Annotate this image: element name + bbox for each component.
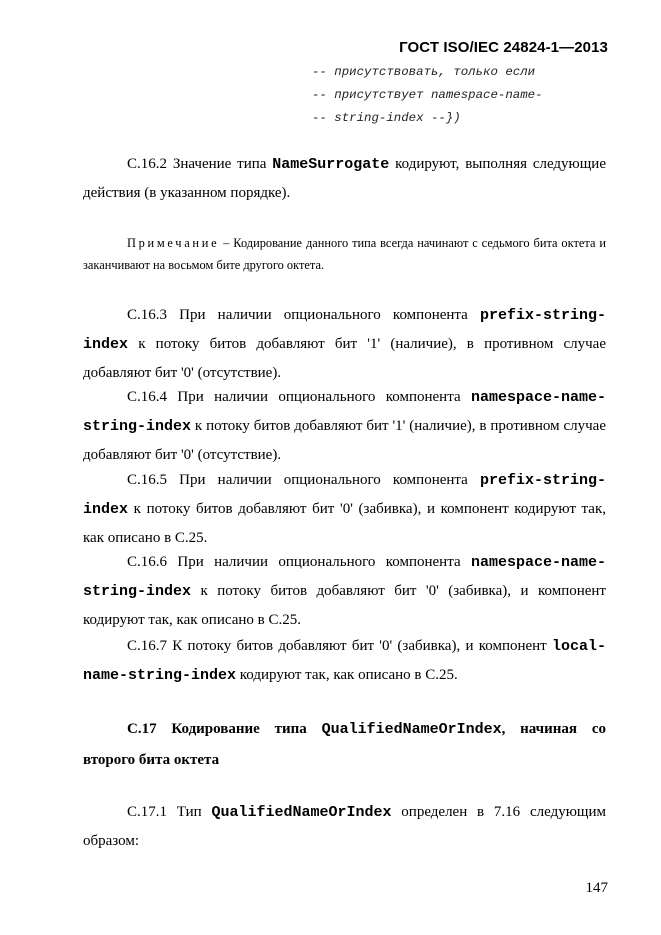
paragraph-rest: к потоку битов добавляют бит '1' (наличие), в противном случае добавляют бит '0' (отсутствие). xyxy=(83,336,606,381)
section-heading-lead: С.17 Кодирование типа xyxy=(127,721,322,737)
paragraph-rest: к потоку битов добавляют бит '0' (забивка), и компонент кодируют так, как описано в С.25. xyxy=(83,583,606,628)
note-text: – Кодирование данного типа всегда начинают с седьмого бита октета и заканчивают на восьмом бите другого октета. xyxy=(83,236,606,272)
section-heading-rest: , начиная со второго бита октета xyxy=(83,721,606,768)
paragraph-rest: кодируют, выполняя следующие действия (в указанном порядке). xyxy=(83,156,606,201)
paragraph-lead: С.17.1 Тип xyxy=(127,804,212,820)
code-comment-line-3: -- string-index --}) xyxy=(312,111,461,125)
paragraph-lead: С.16.5 При наличии опционального компонента xyxy=(127,472,480,488)
paragraph-c16-4 xyxy=(83,383,606,469)
paragraph-rest: определен в 7.16 следующим образом: xyxy=(83,804,606,849)
code-comment-line-2: -- присутствует namespace-name- xyxy=(312,88,543,102)
paragraph-c16-5 xyxy=(83,466,606,552)
paragraph-rest: к потоку битов добавляют бит '0' (забивка), и компонент кодируют так, как описано в С.25. xyxy=(83,501,606,546)
paragraph-c16-7 xyxy=(83,632,606,690)
type-name-code: QualifiedNameOrIndex xyxy=(321,721,502,738)
paragraph-lead: С.16.2 Значение типа xyxy=(127,156,273,172)
paragraph-lead: С.16.6 При наличии опционального компонента xyxy=(127,554,471,570)
code-comment-line-1: -- присутствовать, только если xyxy=(312,65,536,79)
section-heading-c17 xyxy=(83,714,606,775)
page-number: 147 xyxy=(585,880,608,896)
paragraph-lead: С.16.7 К потоку битов добавляют бит '0' (забивка), и компонент xyxy=(127,638,552,654)
component-name-code: namespace-name-string-index xyxy=(83,554,606,600)
standard-header: ГОСТ ISO/IEC 24824-1—2013 xyxy=(399,39,608,56)
component-name-code: local-name-string-index xyxy=(83,638,606,684)
component-name-code: prefix-string-index xyxy=(83,307,606,353)
paragraph-rest: кодируют так, как описано в С.25. xyxy=(236,667,458,683)
paragraph-lead: С.16.3 При наличии опционального компонента xyxy=(127,307,480,323)
paragraph-c17-1 xyxy=(83,798,606,855)
component-name-code: prefix-string-index xyxy=(83,472,606,518)
type-name-code: QualifiedNameOrIndex xyxy=(211,804,392,821)
type-name-code: NameSurrogate xyxy=(272,156,390,173)
paragraph-lead: С.16.4 При наличии опционального компонента xyxy=(127,389,471,405)
note-paragraph xyxy=(83,232,606,276)
component-name-code: namespace-name-string-index xyxy=(83,389,606,435)
paragraph-c16-6 xyxy=(83,548,606,634)
paragraph-c16-3 xyxy=(83,301,606,387)
paragraph-rest: к потоку битов добавляют бит '1' (наличие), в противном случае добавляют бит '0' (отсутствие). xyxy=(83,418,606,463)
note-label: Примечание xyxy=(127,236,220,250)
paragraph-c16-2 xyxy=(83,150,606,207)
